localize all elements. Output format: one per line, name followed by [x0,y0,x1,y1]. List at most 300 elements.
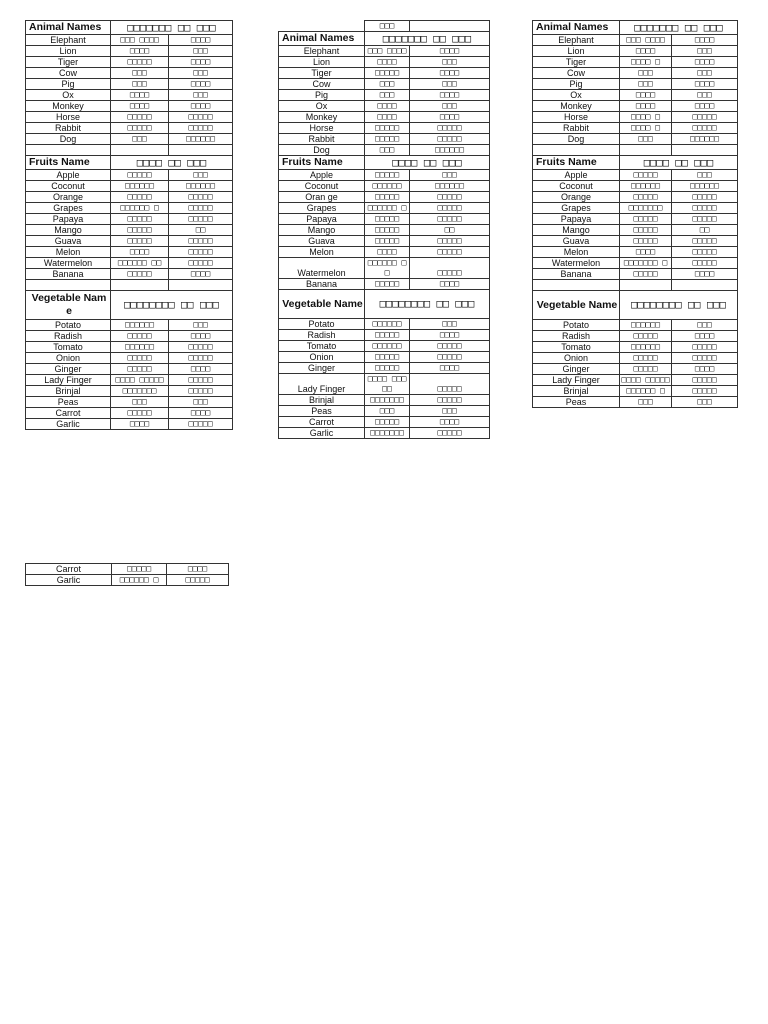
word-row [279,330,490,341]
translation-word: □□□ [111,68,169,79]
english-word: Tomato [533,342,620,353]
word-row [533,269,738,280]
word-row [26,134,233,145]
word-table-4 [25,563,229,586]
translation-word: □□□□ □□□□□ [365,374,410,395]
word-row [26,258,233,269]
english-word: Elephant [279,46,365,57]
translation-word: □□□□□ [111,353,169,364]
word-row [279,406,490,417]
translation-word: □□□□ [365,247,410,258]
word-row [279,123,490,134]
english-word: Pig [533,79,620,90]
english-word: Watermelon [26,258,111,269]
translation-word: □□□□ □□□□□ [621,375,670,384]
transliteration-word: □□□□□ [169,214,233,225]
transliteration-word: □□□□□ [672,112,738,123]
word-row [26,123,233,134]
word-row [26,375,233,386]
transliteration-word: □□□□□ [672,123,738,134]
translation-word: □□□□□ [620,331,672,342]
translation-word: □□□□□ [365,279,410,290]
transliteration-word: □□□□□ [169,247,233,258]
word-row [533,320,738,331]
top-strip-cell [279,21,365,32]
translation-word: □□□□□□ [620,342,672,353]
word-row [279,341,490,352]
translation-word: □□□□ [365,57,410,68]
translation-word: □□□□□□ [365,181,410,192]
english-word: Lady Finger [533,375,620,386]
section-label: Fruits Name [26,156,111,170]
transliteration-word: □□□ [169,397,233,408]
word-row [279,258,490,279]
word-row [533,353,738,364]
translation-word: □□□ [365,145,410,156]
translation-word: □□□□□ [365,192,410,203]
word-row [26,320,233,331]
transliteration-word: □□□□□ [169,353,233,364]
transliteration-word: □□ [672,225,738,236]
transliteration-word: □□□□□ [169,342,233,353]
transliteration-word: □□□□□ [672,236,738,247]
transliteration-word: □□ [410,225,490,236]
transliteration-word: □□□□ [672,101,738,112]
transliteration-word: □□□□ [169,269,233,280]
blank-cell [672,280,738,291]
translation-word: □□□□□□ [620,320,672,331]
translation-word: □□□□ [620,101,672,112]
section-header-row [533,156,738,170]
word-row [533,247,738,258]
transliteration-word: □□□□ [169,79,233,90]
english-word: Papaya [26,214,111,225]
word-row [279,46,490,57]
transliteration-word: □□□ [410,170,490,181]
english-word: Melon [533,247,620,258]
translation-word: □□□ [111,397,169,408]
translation-word: □□□□□□ [365,319,410,330]
english-word: Potato [533,320,620,331]
word-row [26,331,233,342]
translation-word: □□□□□ [365,352,410,363]
word-row [279,145,490,156]
translation-word: □□□□ □ [620,112,672,123]
section-title: □□□□□□□□ □□ □□□ [111,291,233,320]
word-row [533,79,738,90]
translation-word: □□□□□ [111,192,169,203]
translation-word: □□□□□ [365,170,410,181]
transliteration-word: □□□ [410,319,490,330]
english-word: Banana [533,269,620,280]
word-row [533,123,738,134]
translation-word: □□□ [365,79,410,90]
english-word: Mango [26,225,111,236]
section-label: Animal Names [533,21,620,35]
section-title: □□□□□□□□ □□ □□□ [365,290,490,319]
transliteration-word: □□□□□ [672,203,738,214]
translation-word: □□□ [365,90,410,101]
word-row [279,363,490,374]
section-header-row [279,156,490,170]
translation-word: □□□ [620,397,672,408]
english-word: Lady Finger [279,374,365,395]
word-row [26,269,233,280]
english-word: Onion [26,353,111,364]
transliteration-word: □□□□□ [672,214,738,225]
translation-word: □□□□□□ □ [365,203,410,214]
english-word: Carrot [26,564,112,575]
word-row [533,331,738,342]
transliteration-word: □□□□ [410,363,490,374]
translation-word: □□□□ [111,101,169,112]
english-word: Ginger [279,363,365,374]
english-word: Carrot [279,417,365,428]
word-row [279,112,490,123]
top-strip-text: □□□ [365,21,410,32]
english-word: Orange [26,192,111,203]
translation-word: □□□□□ [112,564,167,575]
english-word: Mango [279,225,365,236]
word-table-2 [278,20,490,439]
transliteration-word: □□□□□ [410,428,490,439]
translation-word: □□□ [111,134,169,145]
section-title: □□□□□□□□ □□ □□□ [620,291,738,320]
transliteration-word: □□□□ [167,564,229,575]
english-word: Radish [26,331,111,342]
english-word: Tomato [279,341,365,352]
blank-cell [620,145,672,156]
translation-word: □□□□□ [620,236,672,247]
english-word: Radish [279,330,365,341]
transliteration-word: □□□ [169,320,233,331]
transliteration-word: □□□ [672,397,738,408]
english-word: Horse [279,123,365,134]
section-label: Animal Names [26,21,111,35]
english-word: Guava [279,236,365,247]
section-label: Vegetable Name [279,290,365,319]
translation-word: □□□□□ [620,364,672,375]
transliteration-word: □□□□ [672,269,738,280]
translation-word: □□□□ [620,247,672,258]
transliteration-word: □□□□ [410,330,490,341]
translation-word: □□□□ [111,419,169,430]
section-label: Fruits Name [533,156,620,170]
translation-word: □□□ [620,134,672,145]
translation-word: □□□□□ [111,331,169,342]
translation-word: □□□□□ [111,408,169,419]
translation-word: □□□□□ [365,236,410,247]
translation-word: □□□□□ [365,417,410,428]
word-row [26,386,233,397]
word-row [279,79,490,90]
translation-word: □□□□□ [111,57,169,68]
english-word: Cow [279,79,365,90]
english-word: Elephant [26,35,111,46]
english-word: Potato [279,319,365,330]
english-word: Apple [533,170,620,181]
word-row [26,68,233,79]
word-row [26,79,233,90]
transliteration-word: □□□ [672,170,738,181]
word-row [26,397,233,408]
section-label: Vegetable Name [533,291,620,320]
english-word: Monkey [26,101,111,112]
blank-cell [169,145,233,156]
word-table-1 [25,20,233,430]
translation-word: □□□□ [111,90,169,101]
translation-word: □□□□□□ [365,341,410,352]
word-row [26,203,233,214]
transliteration-word: □□□□□ [410,192,490,203]
transliteration-word: □□□□□ [672,192,738,203]
blank-row [533,145,738,156]
transliteration-word: □□□□ [410,112,490,123]
transliteration-word: □□□□□ [410,341,490,352]
translation-word: □□□□□ [111,170,169,181]
word-row [533,236,738,247]
word-row [26,353,233,364]
english-word: Guava [533,236,620,247]
english-word: Papaya [279,214,365,225]
word-row [279,236,490,247]
word-row [279,352,490,363]
transliteration-word: □□□□□ [410,352,490,363]
translation-word: □□□□□□□ [365,428,410,439]
section-label: Vegetable Name [26,291,111,320]
transliteration-word: □□□□□□ [410,145,490,156]
translation-word: □□□□ [365,112,410,123]
word-row [279,319,490,330]
word-row [533,342,738,353]
translation-word: □□□□ □ [620,123,672,134]
english-word: Ginger [26,364,111,375]
transliteration-word: □□□□ [169,364,233,375]
translation-word: □□□ □□□□ [620,35,672,46]
english-word: Coconut [533,181,620,192]
word-row [533,170,738,181]
word-row [26,192,233,203]
section-header-row [533,291,738,320]
english-word: Oran ge [279,192,365,203]
top-strip-row [279,21,490,32]
word-row [533,225,738,236]
translation-word: □□□□□□□ [111,386,169,397]
word-row [279,417,490,428]
transliteration-word: □□□□□ [410,247,490,258]
word-row [279,374,490,395]
translation-word: □□□□□ [365,330,410,341]
translation-word: □□□□□ [365,225,410,236]
english-word: Papaya [533,214,620,225]
transliteration-word: □□□ [169,170,233,181]
blank-row [26,145,233,156]
english-word: Grapes [26,203,111,214]
word-row [26,170,233,181]
transliteration-word: □□□□□ [169,123,233,134]
transliteration-word: □□□□□ [410,395,490,406]
english-word: Rabbit [26,123,111,134]
translation-word: □□□□□ [620,192,672,203]
word-row [26,575,229,586]
blank-row [533,280,738,291]
translation-word: □□□□□□ [111,342,169,353]
english-word: Coconut [26,181,111,192]
transliteration-word: □□□□□ [169,236,233,247]
english-word: Onion [279,352,365,363]
translation-word: □□□□□ [620,225,672,236]
section-title: □□□□□□□ □□ □□□ [620,21,738,35]
english-word: Lion [533,46,620,57]
transliteration-word: □□□ [672,46,738,57]
transliteration-word: □□□□ [672,79,738,90]
english-word: Banana [279,279,365,290]
blank-cell [111,280,169,291]
english-word: Coconut [279,181,365,192]
transliteration-word: □□□□□ [410,374,490,395]
section-header-row [26,21,233,35]
english-word: Horse [533,112,620,123]
word-row [26,181,233,192]
english-word: Radish [533,331,620,342]
transliteration-word: □□□□□ [169,258,233,269]
translation-word: □□□□ [111,46,169,57]
translation-word: □□□□ [111,247,169,258]
english-word: Cow [533,68,620,79]
transliteration-word: □□□□□ [672,247,738,258]
word-row [533,258,738,269]
word-row [533,375,738,386]
word-row [533,214,738,225]
section-header-row [533,21,738,35]
transliteration-word: □□□□□ [410,236,490,247]
english-word: Brinjal [26,386,111,397]
word-row [26,101,233,112]
english-word: Tiger [533,57,620,68]
translation-word: □□□ □□□□ [365,46,410,57]
transliteration-word: □□□□□ [672,375,738,386]
word-row [533,134,738,145]
english-word: Cow [26,68,111,79]
transliteration-word: □□□ [672,68,738,79]
transliteration-word: □□□□□ [672,342,738,353]
english-word: Pig [279,90,365,101]
transliteration-word: □□□□□ [672,386,738,397]
english-word: Ginger [533,364,620,375]
transliteration-word: □□□□ [410,417,490,428]
english-word: Lion [279,57,365,68]
english-word: Ox [533,90,620,101]
english-word: Garlic [279,428,365,439]
translation-word: □□□□ [620,46,672,57]
word-row [26,564,229,575]
word-row [279,101,490,112]
english-word: Monkey [279,112,365,123]
english-word: Lion [26,46,111,57]
section-title: □□□□ □□ □□□ [620,156,738,170]
section-title: □□□□ □□ □□□ [111,156,233,170]
transliteration-word: □□□□□ [410,203,490,214]
blank-cell [620,280,672,291]
english-word: Melon [279,247,365,258]
transliteration-word: □□□□ [410,90,490,101]
transliteration-word: □□□ [672,90,738,101]
translation-word: □□□□□ [111,236,169,247]
word-row [279,170,490,181]
word-row [533,181,738,192]
translation-word: □□□□□□ [620,181,672,192]
english-word: Apple [279,170,365,181]
translation-word: □□□□□ [111,123,169,134]
translation-word: □□□□□□□ □ [620,258,672,269]
word-row [26,408,233,419]
english-word: Watermelon [533,258,620,269]
translation-word: □□□□□ [365,68,410,79]
english-word: Apple [26,170,111,181]
english-word: Ox [26,90,111,101]
word-row [26,236,233,247]
transliteration-word: □□□□□ [410,258,490,279]
word-row [533,68,738,79]
word-row [26,57,233,68]
transliteration-word: □□ [169,225,233,236]
english-word: Garlic [26,419,111,430]
word-row [26,35,233,46]
transliteration-word: □□□□ [410,279,490,290]
transliteration-word: □□□□□□ [672,134,738,145]
word-row [533,90,738,101]
english-word: Tiger [279,68,365,79]
english-word: Horse [26,112,111,123]
transliteration-word: □□□ [410,406,490,417]
word-row [26,419,233,430]
english-word: Peas [533,397,620,408]
translation-word: □□□□ [365,101,410,112]
transliteration-word: □□□ [410,101,490,112]
translation-word: □□□□□ [620,214,672,225]
english-word: Grapes [279,203,365,214]
section-header-row [26,291,233,320]
english-word: Guava [26,236,111,247]
english-word: Mango [533,225,620,236]
english-word: Grapes [533,203,620,214]
translation-word: □□□□ □□□□□ [111,375,169,386]
top-strip-text [410,21,490,32]
section-title: □□□□ □□ □□□ [365,156,490,170]
word-row [26,46,233,57]
transliteration-word: □□□□□□ [410,181,490,192]
transliteration-word: □□□□ [410,46,490,57]
transliteration-word: □□□□□ [169,419,233,430]
section-label: Fruits Name [279,156,365,170]
blank-cell [533,280,620,291]
translation-word: □□□□□□ □ [112,575,167,586]
transliteration-word: □□□□□ [410,214,490,225]
translation-word: □□□□□ [111,112,169,123]
word-row [26,90,233,101]
transliteration-word: □□□□□ [169,375,233,386]
english-word: Tiger [26,57,111,68]
word-row [533,101,738,112]
translation-word: □□□□□□ □□ [365,258,410,279]
word-row [533,203,738,214]
word-row [533,112,738,123]
section-header-row [279,32,490,46]
word-row [279,203,490,214]
blank-cell [672,145,738,156]
word-row [26,225,233,236]
transliteration-word: □□□ [410,57,490,68]
